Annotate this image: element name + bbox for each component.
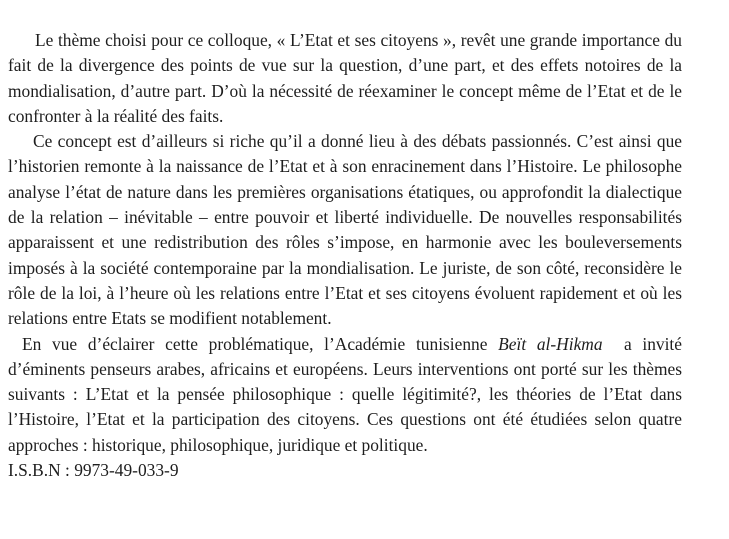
isbn-line: I.S.B.N : 9973-49-033-9 <box>8 460 179 481</box>
paragraph-academy <box>8 332 687 458</box>
paragraph-academy-start: En vue d’éclairer cette problématique, l’Académie tunisienne <box>22 333 499 354</box>
paragraph-academy-end: a invité d’éminents penseurs arabes, africains et européens. Leurs interventions ont porté sur les thèmes suivants : L’Etat et la pensée philosophique : quelle légitimité?, les théories de l’Etat dans l’Histoire, l’Etat et la participation des citoyens. Ces questions ont été étudiées selon quatre approches : historique, philosophique, juridique et politique. <box>8 333 687 455</box>
paragraph-intro: Le thème choisi pour ce colloque, « L’Etat et ses citoyens », revêt une grande importance du fait de la divergence des points de vue sur la question, d’une part, et des effets notoires de la mondialisation, d’autre part. D’où la nécessité de réexaminer le concept même de l’Etat et de le confronter à la réalité des faits. <box>8 30 682 126</box>
academy-name: Beït al-Hikma <box>498 333 603 354</box>
document-body <box>8 28 687 483</box>
paragraph-concept: Ce concept est d’ailleurs si riche qu’il a donné lieu à des débats passionnés. C’est ainsi que l’historien remonte à la naissance de l’Etat et à son enracinement dans l’Histoire. Le philosophe analyse l’état de nature dans les premières organisations étatiques, ou approfondit la dialectique de la relation – inévitable – entre pouvoir et liberté individuelle. De nouvelles responsabilités apparaissent et une redistribution des rôles s’impose, en harmonie avec les bouleversements imposés à la société contemporaine par la mondialisation. Le juriste, de son côté, reconsidère le rôle de la loi, à l’heure où les relations entre l’Etat et ses citoyens évoluent rapidement et où les relations entre Etats se modifient notablement. <box>8 131 682 329</box>
